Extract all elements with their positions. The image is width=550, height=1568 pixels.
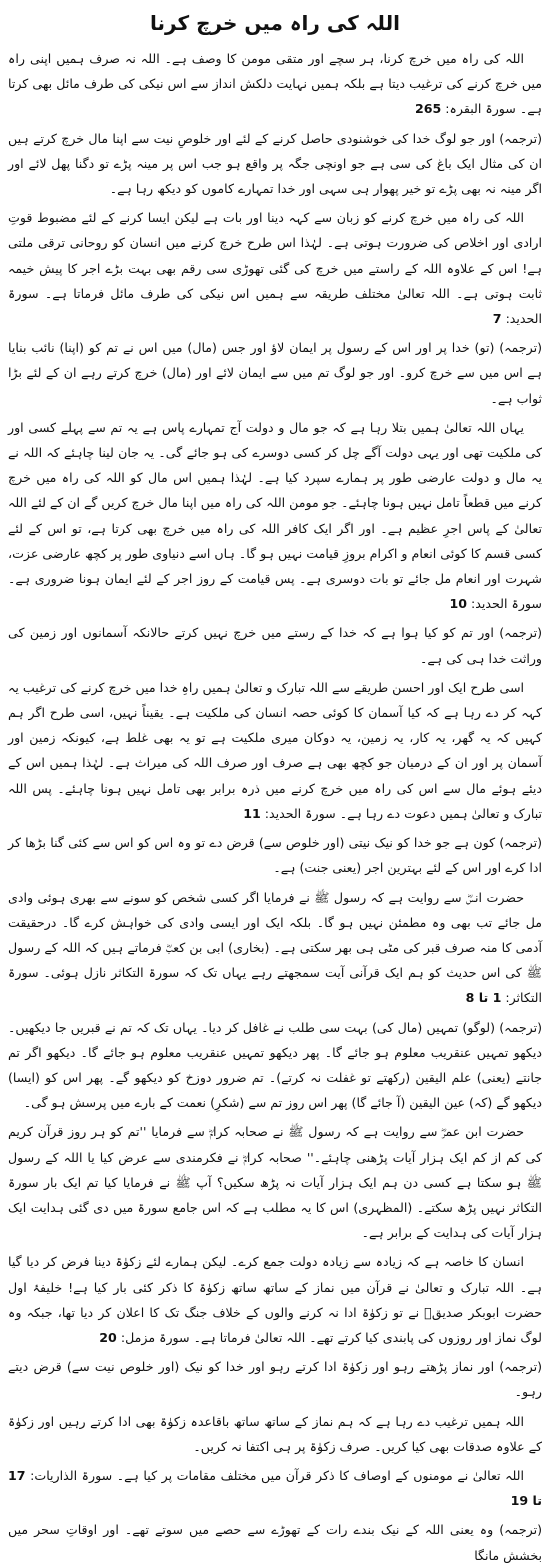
paragraph: [8, 1463, 542, 1513]
paragraph: [8, 1354, 542, 1404]
verse-reference: 265: [414, 101, 442, 117]
paragraph-text: (ترجمہ) کون ہے جو خدا کو نیک نیتی (اور خلوص سے) قرض دے تو وہ اس کو اس سے کئی گنا بڑھا کر ادا کرے اور اس کے لئے بہترین اجر (یعنی جنت) ہے۔: [8, 835, 542, 876]
paragraph: [8, 205, 542, 331]
paragraph: [8, 1409, 542, 1459]
paragraph: [8, 1119, 542, 1245]
paragraph-text: اسی طرح ایک اور احسن طریقے سے اللہ تبارک و تعالیٰ ہمیں راہِ خدا میں خرچ کرنے کی ترغیب یہ کہہ کر دے رہا ہے کہ کیا آسمان کا کوئی حصہ انسان کی ملکیت ہے۔ یقیناً نہیں، اسی طرح اگر ہم کہیں کہ یہ گھر، یہ کار، یہ زمین، یہ دوکان میری ملکیت ہے تو یہ بھی غلط ہے، کیونکہ زمین اور آسمان پر اور ان کے درمیان جو کچھ بھی ہے صرف اور صرف اللہ کی میراث ہے۔ لہٰذا ہمیں اس کے دیئے ہوئے مال سے اس کی راہ میں خرچ کرنے میں ذرہ برابر بھی تامل نہیں ہونا چاہئے۔ پس اللہ تبارک و تعالیٰ ہمیں دعوت دے رہا ہے۔ سورۃ الحدید:: [8, 679, 542, 821]
paragraph-text: (ترجمہ) (تو) خدا پر اور اس کے رسول پر ایمان لاؤ اور جس (مال) میں اس نے تم کو (اپنا) نائب بنایا ہے اس میں سے خرچ کرو۔ اور جو لوگ تم میں سے ایمان لائے اور (مال) خرچ کرتے رہے ان کے لئے بڑا ثواب ہے۔: [8, 340, 542, 406]
paragraph: [8, 1249, 542, 1350]
article-body: [8, 46, 542, 1568]
paragraph-text: یہاں اللہ تعالیٰ ہمیں بتلا رہا ہے کہ جو مال و دولت آج تمہارے پاس ہے یہ تم سے پہلے کسی اور کی ملکیت تھی اور یہی دولت آگے چل کر کسی دوسرے کی ہو جائے گی۔ یہ جان لینا چاہئے کہ اللہ نے یہ مال و دولت عارضی طور پر ہمارے سپرد کیا ہے۔ لہٰذا ہمیں اس مال کو اللہ کی راہ میں خرچ کرنے میں قطعاً تامل نہیں ہونا چاہئے۔ جو مومن اللہ کی راہ میں اپنا مال خرچ کریں گے ان کے لئے اللہ تعالیٰ کے پاس اجرِ عظیم ہے۔ اور اگر ایک کافر اللہ کی راہ میں خرچ بھی کرتا ہے، تو اس کے لئے کسی قسم کا کوئی انعام و اکرام بروزِ قیامت نہیں ہو گا۔ ہاں اسے دنیاوی طور پر کچھ عارضی عزت، شہرت اور انعام مل جائے تو بات دوسری ہے۔ پس قیامت کے روز اجر کے لئے ایمان ہونا ضروری ہے۔ سورۃ الحدید:: [8, 419, 542, 612]
paragraph-text: اللہ ہمیں ترغیب دے رہا ہے کہ ہم نماز کے ساتھ ساتھ باقاعدہ زکوٰۃ بھی ادا کرتے رہیں اور زکوٰۃ کے علاوہ صدقات بھی کیا کریں۔ صرف زکوٰۃ پر ہی اکتفا نہ کریں۔: [8, 1413, 542, 1454]
paragraph: [8, 830, 542, 880]
paragraph-text: حضرت انسؓ سے روایت ہے کہ رسول ﷺ نے فرمایا اگر کسی شخص کو سونے سے بھری ہوئی وادی مل جائے تب بھی وہ مطمئن نہیں ہو گا۔ بلکہ ایک اور ایسی وادی کی خواہش کرے گا۔ درحقیقت آدمی کا منہ صرف قبر کی مٹی ہی بھر سکتی ہے۔ (بخاری) ابی بن کعبؓ فرماتے ہیں کہ اللہ کے رسول ﷺ کی اس حدیث کو ہم ایک قرآنی آیت سمجھتے رہے یہاں تک کہ سورۃ التکاثر نازل ہوئی۔ سورۃ التکاثر:: [8, 889, 542, 1006]
paragraph: [8, 1517, 542, 1567]
paragraph: [8, 415, 542, 617]
verse-reference: 1 تا 8: [465, 990, 502, 1006]
verse-reference: 17 تا 19: [8, 1467, 542, 1509]
paragraph-text: (ترجمہ) اور جو لوگ خدا کی خوشنودی حاصل کرنے کے لئے اور خلوصِ نیت سے اپنا مال خرچ کرتے ہیں ان کی مثال ایک باغ کی سی ہے جو اونچی جگہ پر واقع ہو جب اس پر مینہ پڑے تو دگنا پھل لائے اور اگر مینہ نہ بھی پڑے تو خیر پھوار ہی سہی اور خدا تمہارے کاموں کو دیکھ رہا ہے۔: [8, 130, 542, 197]
paragraph: [8, 126, 542, 202]
paragraph-text: (ترجمہ) (لوگو) تمہیں (مال کی) بہت سی طلب نے غافل کر دیا۔ یہاں تک کہ تم نے قبریں جا دیکھیں۔ دیکھو تمہیں عنقریب معلوم ہو جائے گا۔ پھر دیکھو تمہیں عنقریب معلوم ہو جائے گا۔ دیکھو اگر تم جانتے (یعنی) علم الیقین (رکھتے تو غفلت نہ کرتے)۔ تم ضرور دوزخ کو دیکھو گے۔ پھر اس کو (ایسا) دیکھو گے (کہ) عین الیقین (آ جائے گا) پھر اس روز تم سے (شکرِ) نعمت کے بارے میں پرسش ہو گی۔: [8, 1019, 542, 1111]
paragraph: [8, 885, 542, 1011]
paragraph-text: اللہ تعالیٰ نے مومنوں کے اوصاف کا ذکر قرآن میں مختلف مقامات پر کیا ہے۔ سورۃ الذاریات:: [30, 1467, 524, 1483]
paragraph-text: (ترجمہ) وہ یعنی اللہ کے نیک بندے رات کے تھوڑے سے حصے میں سوتے تھے۔ اور اوقاتِ سحر میں بخشش مانگا: [8, 1522, 542, 1563]
paragraph-text: (ترجمہ) اور تم کو کیا ہوا ہے کہ خدا کے رستے میں خرچ نہیں کرتے حالانکہ آسمانوں اور زمین کی وراثت خدا ہی کی ہے۔: [8, 625, 542, 666]
verse-reference: 10: [449, 596, 468, 612]
verse-reference: 7: [492, 311, 502, 327]
article-title: اللہ کی راہ میں خرچ کرنا: [150, 11, 400, 35]
paragraph: [8, 46, 542, 122]
paragraph: [8, 335, 542, 411]
paragraph: [8, 675, 542, 826]
paragraph: [8, 1015, 542, 1116]
paragraph-text: حضرت ابن عمرؓ سے روایت ہے کہ رسول ﷺ نے صحابہ کرامؓ سے فرمایا ''تم کو ہر روز قرآن کریم کی کم از کم ایک ہزار آیات پڑھنی چاہئے۔'' صحابہ کرامؓ نے فکرمندی سے عرض کیا یا اللہ کے رسول ﷺ ہو سکتا ہے کسی دن ہم ایک ہزار آیات نہ پڑھ سکیں؟ آپ ﷺ نے فرمایا کیا تم ایک بار سورۃ التکاثر نہیں پڑھ سکتے۔ (المظہری) اس کا یہ مطلب ہے کہ اس جامع سورۃ میں دی گئی ہدایت ایک ہزار آیات کی ہدایت کے برابر ہے۔: [8, 1124, 542, 1241]
verse-reference: 11: [243, 805, 261, 821]
paragraph: [8, 620, 542, 670]
paragraph-text: (ترجمہ) اور نماز پڑھتے رہو اور زکوٰۃ ادا کرتے رہو اور خدا کو نیک (اور خلوص نیت سے) قرض دیتے رہو۔: [8, 1359, 542, 1400]
verse-reference: 20: [99, 1329, 117, 1345]
paragraph-text: انسان کا خاصہ ہے کہ زیادہ سے زیادہ دولت جمع کرے۔ لیکن ہمارے لئے زکوٰۃ دینا فرض کر دیا گیا ہے۔ اللہ تبارک و تعالیٰ نے قرآن میں نماز کے ساتھ ساتھ زکوٰۃ کا ذکر کئی بار کیا ہے! خلیفۂ اول حضرت ابوبکر صدیقؓ نے تو زکوٰۃ ادا نہ کرنے والوں کے خلاف جنگ تک کا اعلان کر دیا تھا، جبکہ وہ لوگ نماز اور روزوں کی پابندی کیا کرتے تھے۔ اللہ تعالیٰ فرماتا ہے۔ سورۃ مزمل:: [8, 1254, 542, 1345]
paragraph-text: اللہ کی راہ میں خرچ کرنے کو زبان سے کہہ دینا اور بات ہے لیکن ایسا کرنے کے لئے مضبوط قوتِ ارادی اور اخلاص کی ضرورت ہوتی ہے۔ لہٰذا اس طرح خرچ کرنے میں انسان کو روحانی ترقی ملتی ہے! اس کے علاوہ اللہ کے راستے میں خرچ کی گئی تھوڑی سی رقم بھی بہت بڑے اجر کا پیش خیمہ ثابت ہوتی ہے۔ اللہ تعالیٰ مختلف طریقہ سے ہمیں اس نیکی کی طرف مائل فرماتا ہے۔ سورۃ الحدید:: [8, 210, 542, 327]
paragraph-text: اللہ کی راہ میں خرچ کرنا، ہر سچے اور متقی مومن کا وصف ہے۔ اللہ نہ صرف ہمیں اپنی راہ میں خرچ کرنے کی ترغیب دیتا ہے بلکہ ہمیں نہایت دلکش انداز سے اس نیکی کی طرف مائل بھی کرتا ہے۔ سورۃ البقرہ:: [8, 51, 542, 117]
